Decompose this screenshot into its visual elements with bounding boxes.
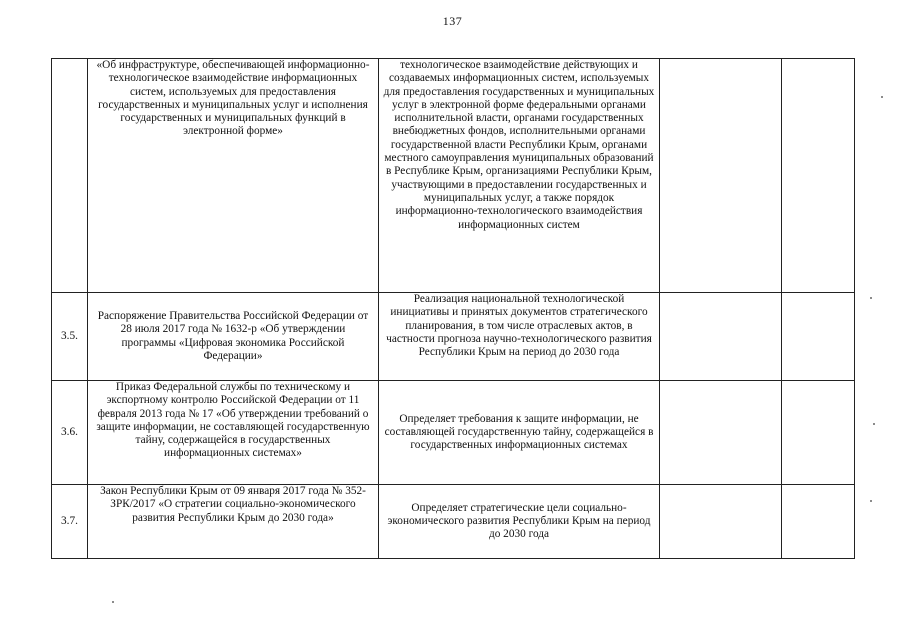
table-row	[52, 485, 855, 559]
regulations-table	[51, 58, 855, 559]
scan-speck	[870, 297, 872, 299]
empty-cell	[782, 485, 855, 559]
row-number-cell: 3.5.	[52, 293, 88, 381]
empty-cell	[782, 293, 855, 381]
empty-cell	[660, 293, 782, 381]
description-cell: Определяет стратегические цели социально-экономического развития Республики Крым на период до 2030 года	[379, 485, 660, 559]
row-number-cell	[52, 59, 88, 293]
scan-speck	[881, 96, 883, 98]
description-cell: Определяет требования к защите информации, не составляющей государственную тайну, содержащейся в государственных информационных системах	[379, 381, 660, 485]
empty-cell	[782, 59, 855, 293]
scan-speck	[870, 500, 872, 502]
document-cell: Закон Республики Крым от 09 января 2017 года № 352-ЗРК/2017 «О стратегии социально-экономического развития Республики Крым до 2030 года»	[88, 485, 379, 559]
row-number-cell: 3.7.	[52, 485, 88, 559]
empty-cell	[660, 485, 782, 559]
document-cell: «Об инфраструктуре, обеспечивающей информационно-технологическое взаимодействие информационных систем, используемых для предоставления государственных и муниципальных услуг и исполнения государственных и муниципальных функций в электронной форме»	[88, 59, 379, 293]
description-cell: Реализация национальной технологической инициативы и принятых документов стратегического планирования, в том числе отраслевых актов, в частности прогноза научно-технологического развития Республики Крым на период до 2030 года	[379, 293, 660, 381]
empty-cell	[782, 381, 855, 485]
scan-speck	[873, 423, 875, 425]
scan-speck	[112, 601, 114, 603]
document-cell: Приказ Федеральной службы по техническому и экспортному контролю Российской Федерации от 11 февраля 2013 года № 17 «Об утверждении требований о защите информации, не составляющей государственную тайну, содержащейся в государственных информационных системах»	[88, 381, 379, 485]
row-number-cell: 3.6.	[52, 381, 88, 485]
table-row	[52, 293, 855, 381]
page-number: 137	[442, 14, 463, 28]
document-cell: Распоряжение Правительства Российской Федерации от 28 июля 2017 года № 1632-р «Об утверждении программы «Цифровая экономика Российской Федерации»	[88, 293, 379, 381]
table-row	[52, 381, 855, 485]
empty-cell	[660, 381, 782, 485]
description-cell: технологическое взаимодействие действующих и создаваемых информационных систем, используемых для предоставления государственных и муниципальных услуг в электронной форме федеральными органами исполнительной власти, органами государственных внебюджетных фондов, исполнительными органами государственной власти Республики Крым, органами местного самоуправления муниципальных образований в Республике Крым, организациями Республики Крым, участвующими в предоставлении государственных и муниципальных услуг, а также порядок информационно-технологического взаимодействия информационных систем	[379, 59, 660, 293]
table-row	[52, 59, 855, 293]
empty-cell	[660, 59, 782, 293]
